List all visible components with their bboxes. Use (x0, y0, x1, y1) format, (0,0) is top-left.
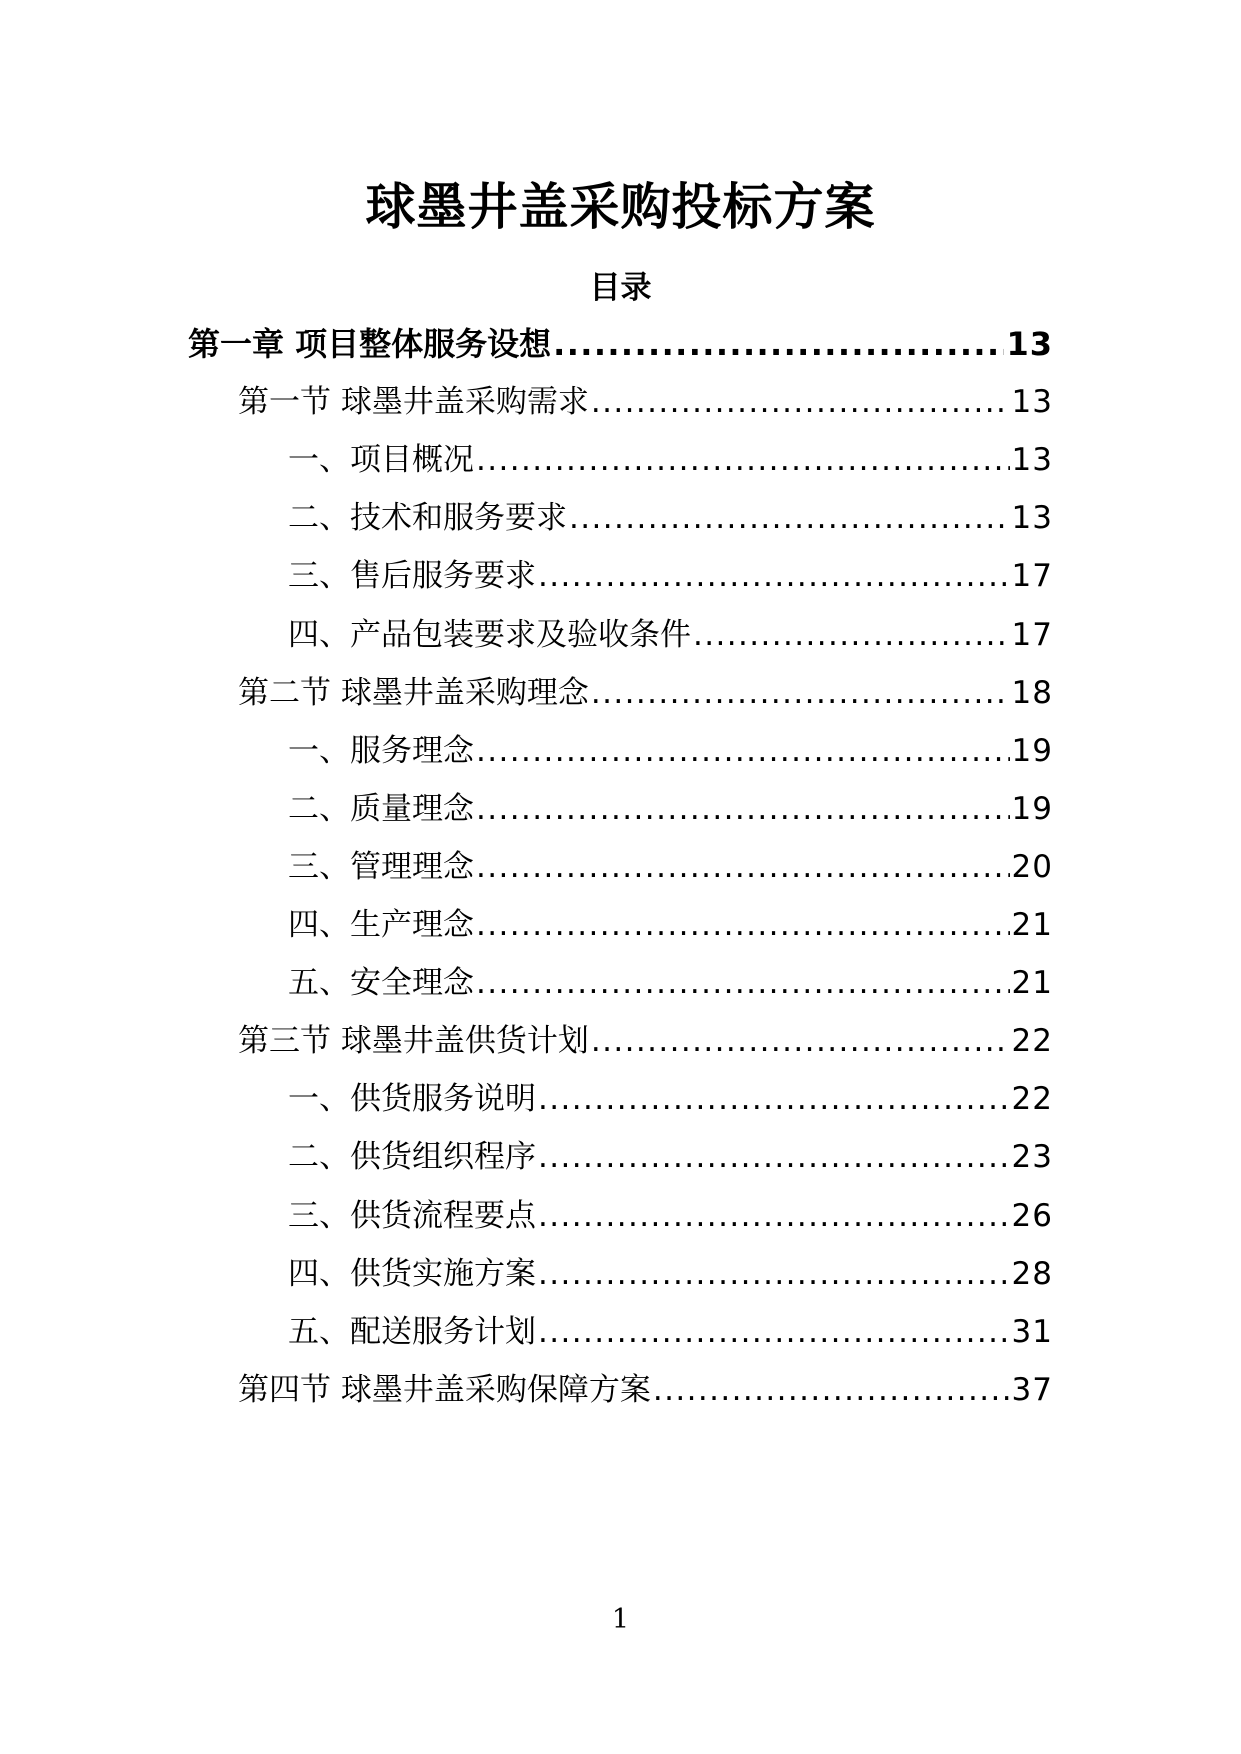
toc-entry[interactable] (288, 490, 1053, 540)
toc-entry-page: 37 (1011, 1371, 1053, 1408)
toc-dot-leader (569, 496, 1010, 540)
toc-dot-leader (538, 1252, 1010, 1296)
toc-entry-page: 21 (1011, 907, 1053, 943)
toc-dot-leader (538, 1310, 1010, 1354)
toc-entry[interactable] (288, 1188, 1053, 1238)
toc-entry-page: 13 (1006, 325, 1053, 363)
toc-dot-leader (476, 729, 1010, 773)
toc-entry-page: 22 (1011, 1081, 1053, 1118)
toc-dot-leader (476, 903, 1010, 947)
toc-entry[interactable] (188, 316, 1053, 366)
toc-entry-title: 第三节 球墨井盖供货计划 (238, 1023, 589, 1060)
toc-entry-title: 一、项目概况 (288, 442, 474, 479)
toc-heading: 目录 (589, 270, 652, 306)
toc-entry-title: 五、安全理念 (288, 965, 474, 1002)
toc-dot-leader (693, 613, 1010, 657)
toc-entry-title: 第四节 球墨井盖采购保障方案 (238, 1371, 651, 1408)
toc-entry-page: 23 (1011, 1139, 1053, 1176)
toc-entry-page: 26 (1011, 1197, 1053, 1234)
toc-entry-title: 四、供货实施方案 (288, 1255, 536, 1292)
toc-dot-leader (476, 438, 1010, 482)
toc-entry-title: 五、配送服务计划 (288, 1313, 536, 1350)
toc-dot-leader (553, 322, 1004, 366)
toc-entry[interactable] (288, 1071, 1053, 1121)
toc-entry[interactable] (238, 374, 1053, 424)
toc-dot-leader (538, 554, 1010, 598)
toc-entry[interactable] (288, 607, 1053, 657)
document-title: 球墨井盖采购投标方案 (365, 178, 876, 236)
toc-entry-title: 三、售后服务要求 (288, 558, 536, 595)
toc-dot-leader (538, 1135, 1010, 1179)
toc-entry-title: 三、供货流程要点 (288, 1197, 536, 1234)
toc-entry-page: 21 (1011, 965, 1053, 1002)
toc-entry-page: 18 (1011, 674, 1053, 711)
toc-entry-page: 22 (1011, 1023, 1053, 1060)
toc-entry[interactable] (288, 781, 1053, 831)
toc-entry[interactable] (238, 1013, 1053, 1063)
toc-dot-leader (591, 1019, 1010, 1063)
toc-entry-page: 17 (1011, 558, 1053, 595)
toc-entry[interactable] (288, 1129, 1053, 1179)
toc-dot-leader (591, 380, 1010, 424)
toc-dot-leader (476, 961, 1010, 1005)
toc-entry-page: 13 (1011, 500, 1053, 537)
toc-entry-title: 二、技术和服务要求 (288, 500, 567, 537)
toc-entry[interactable] (288, 955, 1053, 1005)
toc-entry[interactable] (288, 723, 1053, 773)
toc-entry[interactable] (288, 1304, 1053, 1354)
toc-entry-title: 一、供货服务说明 (288, 1081, 536, 1118)
toc-entry[interactable] (238, 665, 1053, 715)
toc-entry-page: 20 (1011, 848, 1053, 885)
toc-entry[interactable] (288, 897, 1053, 947)
toc-entry-title: 一、服务理念 (288, 732, 474, 769)
toc-dot-leader (538, 1194, 1010, 1238)
toc-entry-title: 三、管理理念 (288, 848, 474, 885)
toc-entry-title: 二、质量理念 (288, 790, 474, 827)
toc-entry-page: 19 (1011, 732, 1053, 769)
page-number: 1 (611, 1604, 630, 1635)
toc-entry-title: 第一节 球墨井盖采购需求 (238, 384, 589, 421)
toc-dot-leader (476, 787, 1010, 831)
toc-entry-title: 第一章 项目整体服务设想 (188, 325, 552, 363)
toc-entry[interactable] (288, 839, 1053, 889)
toc-entry-title: 第二节 球墨井盖采购理念 (238, 674, 589, 711)
toc-dot-leader (591, 671, 1010, 715)
toc-entry[interactable] (288, 432, 1053, 482)
toc-entry-title: 二、供货组织程序 (288, 1139, 536, 1176)
toc-entry[interactable] (288, 548, 1053, 598)
toc-entry-title: 四、产品包装要求及验收条件 (288, 616, 691, 653)
toc-entry-page: 19 (1011, 790, 1053, 827)
toc-dot-leader (538, 1077, 1010, 1121)
toc-entry-page: 13 (1011, 442, 1053, 479)
toc-dot-leader (653, 1368, 1010, 1412)
toc-entry-page: 28 (1011, 1255, 1053, 1292)
toc-entry-page: 13 (1011, 384, 1053, 421)
toc-entry[interactable] (288, 1246, 1053, 1296)
toc-dot-leader (476, 845, 1010, 889)
toc-entry-page: 31 (1011, 1313, 1053, 1350)
toc-entry[interactable] (238, 1362, 1053, 1412)
toc-entry-page: 17 (1011, 616, 1053, 653)
toc-entry-title: 四、生产理念 (288, 907, 474, 943)
